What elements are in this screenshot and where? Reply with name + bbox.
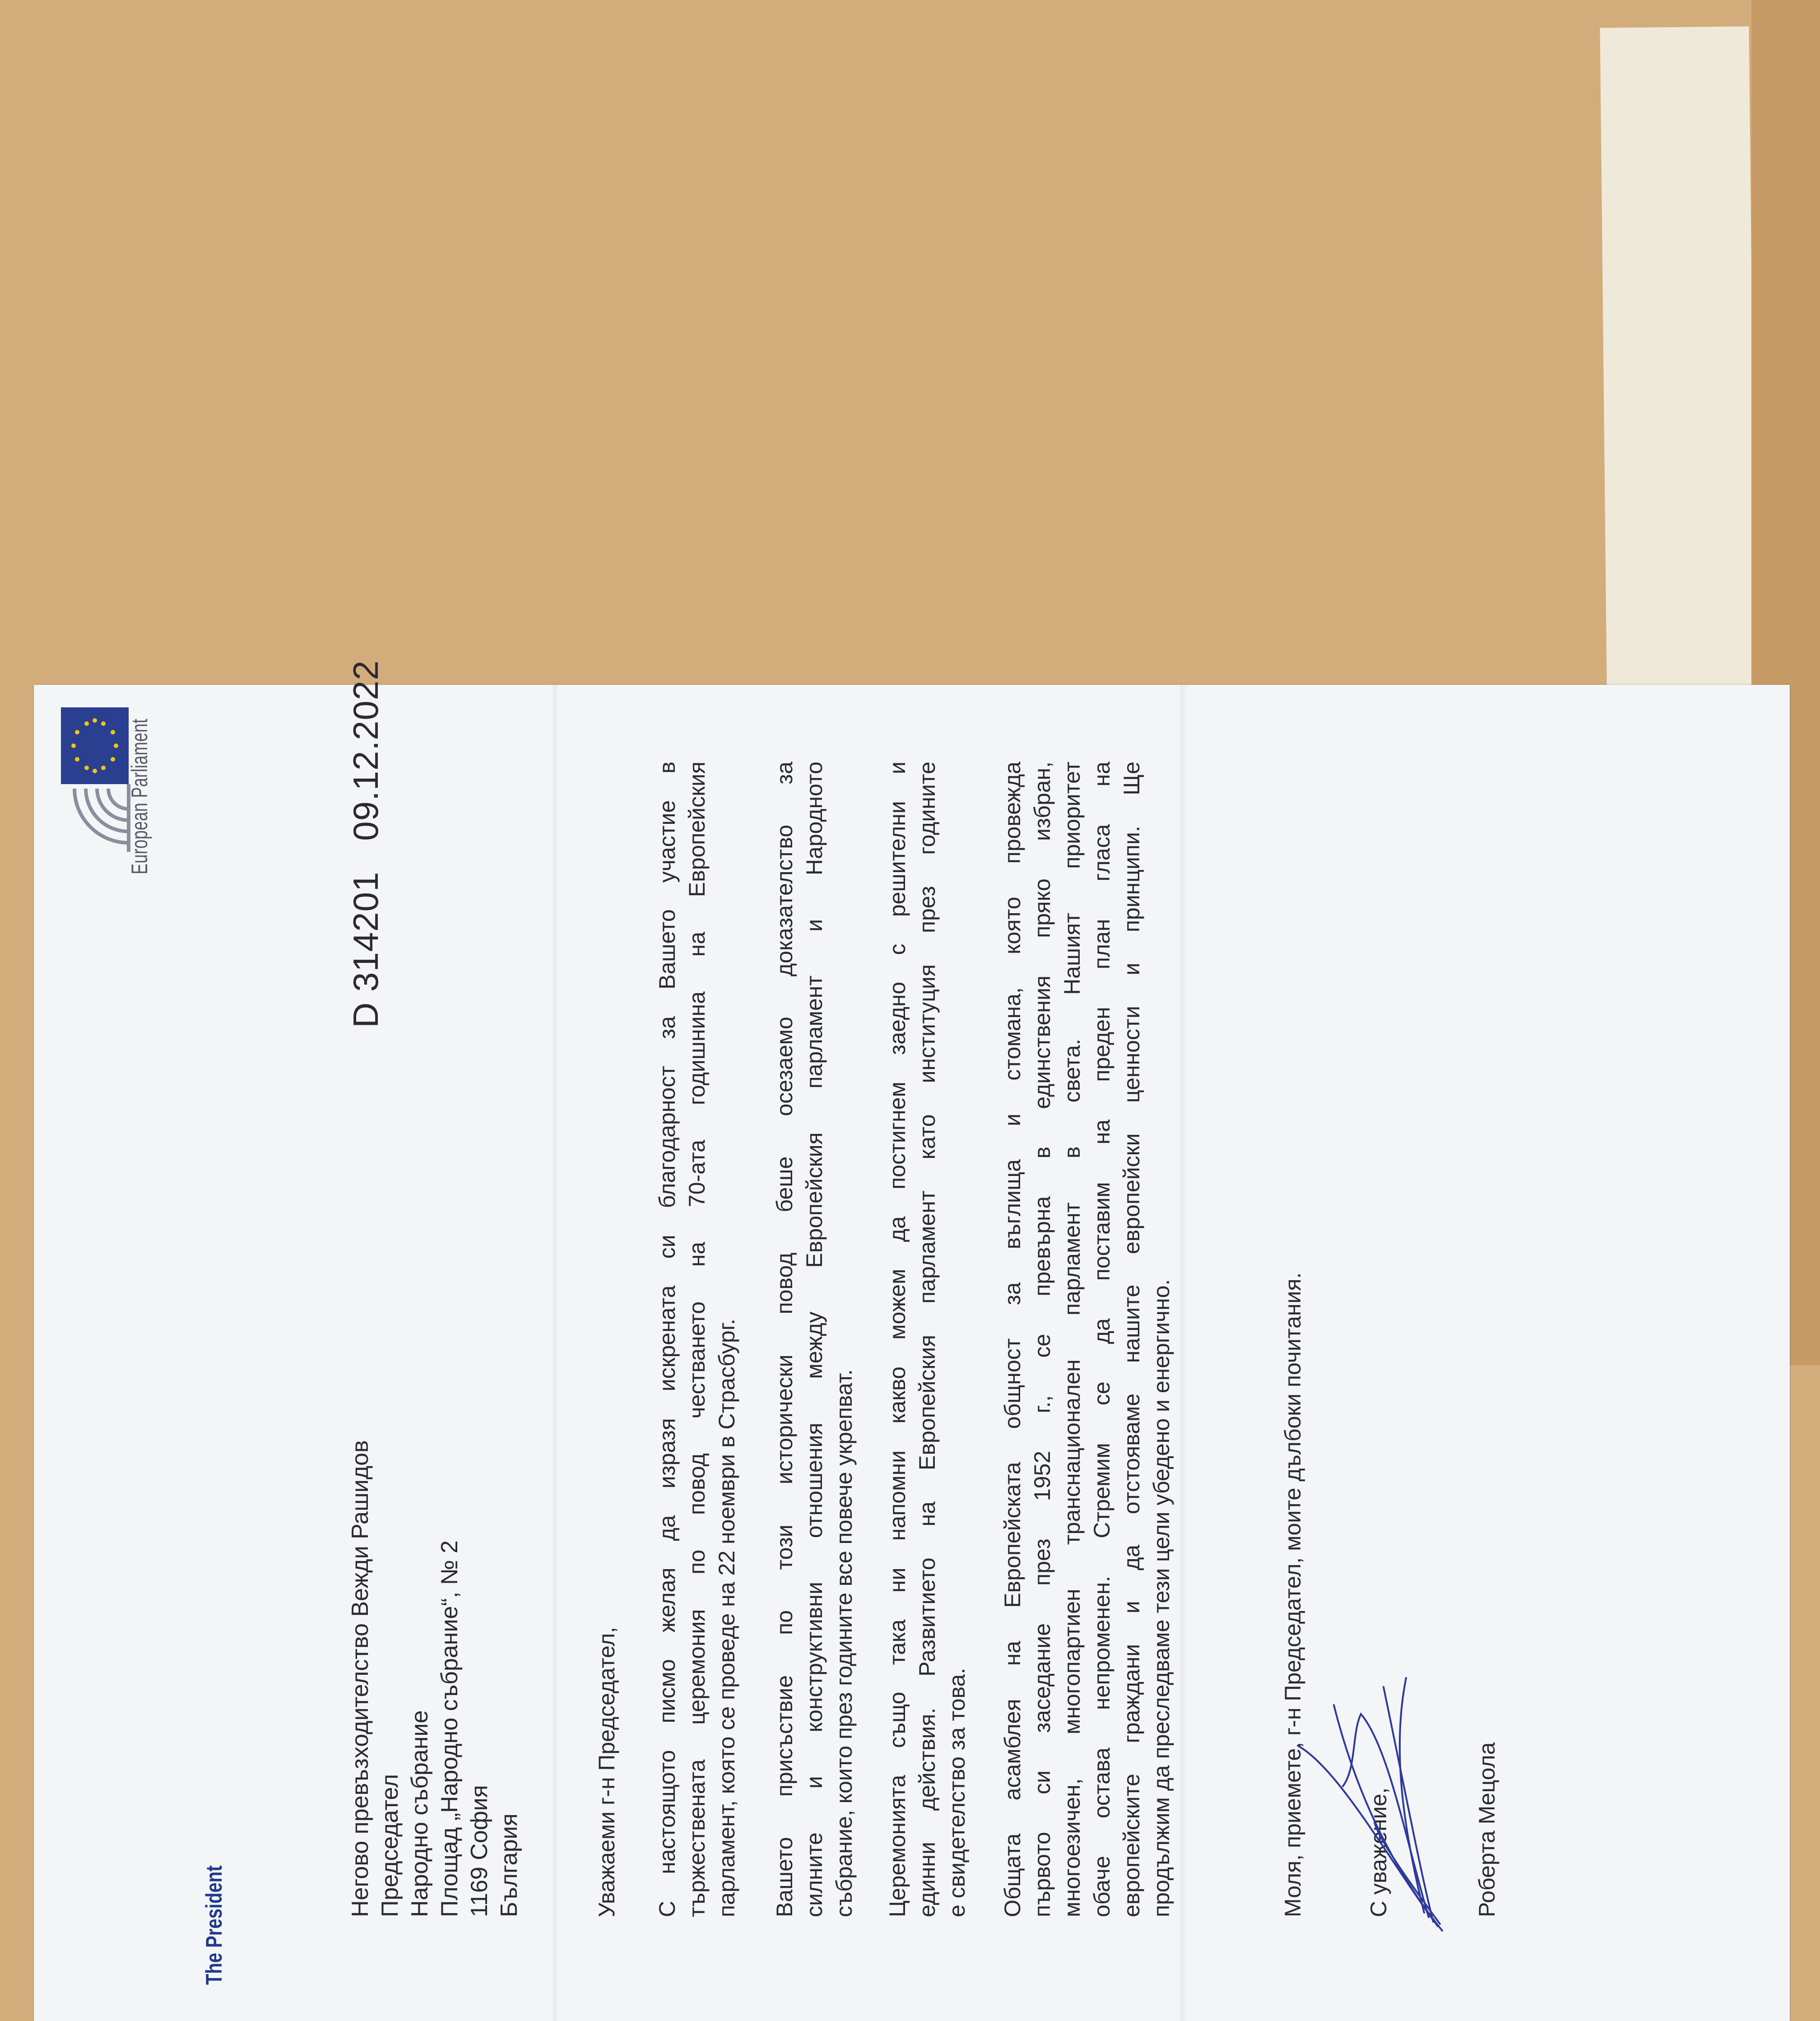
- addressee-line: Народно събрание: [407, 1710, 433, 1917]
- signer-name: Роберта Мецола: [1474, 1742, 1500, 1917]
- paragraph-line: парламент, която се проведе на 22 ноември в Страсбург.: [714, 1319, 739, 1917]
- signature-icon: [1271, 1669, 1451, 1958]
- paragraph-line: силните и конструктивни отношения между Европейския парламент и Народното: [802, 762, 827, 1917]
- letter-page: [34, 660, 1790, 2021]
- hemicycle-flag-icon: [61, 698, 169, 852]
- addressee-line: България: [496, 1813, 522, 1917]
- paragraph-line: продължим да преследваме тези цели убедено и енергично.: [1149, 1279, 1174, 1917]
- body-paragraph: [882, 762, 972, 1917]
- paragraph-line: единни действия. Развитието на Европейския парламент като институция през годините: [915, 762, 940, 1917]
- paragraph-line: събрание, които през годините все повече укрепват.: [831, 1369, 857, 1917]
- paragraph-line: Общата асамблея на Европейската общност за въглища и стомана, която провежда: [1000, 762, 1025, 1917]
- reference-number: D 314201: [346, 871, 385, 1028]
- handwritten-signature: [1271, 1669, 1451, 1958]
- reference-line: [345, 660, 386, 1028]
- body-paragraph: [652, 762, 742, 1917]
- paragraph-line: е свидетелство за това.: [944, 1668, 970, 1917]
- fold-line: [553, 685, 560, 2021]
- paragraph-line: първото си заседание през 1952 г., се превърна в единствения пряко избран,: [1030, 762, 1055, 1917]
- paragraph-line: С настоящото писмо желая да изразя искрената си благодарност за Вашето участие в: [655, 762, 680, 1917]
- paragraph-line: Церемонията също така ни напомни какво можем да постигнем заедно с решителни и: [885, 762, 910, 1917]
- addressee-line: Негово превъзходителство Вежди Рашидов: [347, 1440, 373, 1917]
- paragraph-line: европейските граждани и да отстояваме нашите европейски ценности и принципи. Ще: [1119, 762, 1144, 1917]
- office-title: The President: [201, 1865, 227, 1985]
- addressee-line: Председател: [377, 1774, 403, 1917]
- logo-wordmark: European Parliament: [127, 718, 152, 874]
- addressee-line: 1169 София: [466, 1785, 492, 1917]
- body-paragraph: [770, 762, 859, 1917]
- addressee-line: Площад „Народно събрание“, № 2: [436, 1540, 463, 1917]
- fold-line: [1180, 685, 1188, 2021]
- salutation: Уважаеми г-н Председател,: [594, 1626, 619, 1917]
- paragraph-line: обаче остава непроменен. Стремим се да поставим на преден план гласа на: [1089, 762, 1114, 1917]
- paragraph-line: Вашето присъствие по този исторически повод беше осезаемо доказателство за: [772, 762, 797, 1917]
- closing-line: Моля, приемете, г-н Председател, моите дълбоки почитания.: [1280, 1272, 1305, 1917]
- signoff: С уважение,: [1366, 1787, 1391, 1917]
- paragraph-line: тържествената церемония по повод честването на 70-ата годишнина на Европейския: [684, 762, 710, 1917]
- body-paragraph: [998, 762, 1176, 1917]
- paragraph-line: многоезичен, многопартиен транснационален парламент в света. Нашият приоритет: [1059, 762, 1085, 1917]
- european-parliament-logo: [61, 698, 169, 852]
- reference-date: 09.12.2022: [346, 660, 385, 841]
